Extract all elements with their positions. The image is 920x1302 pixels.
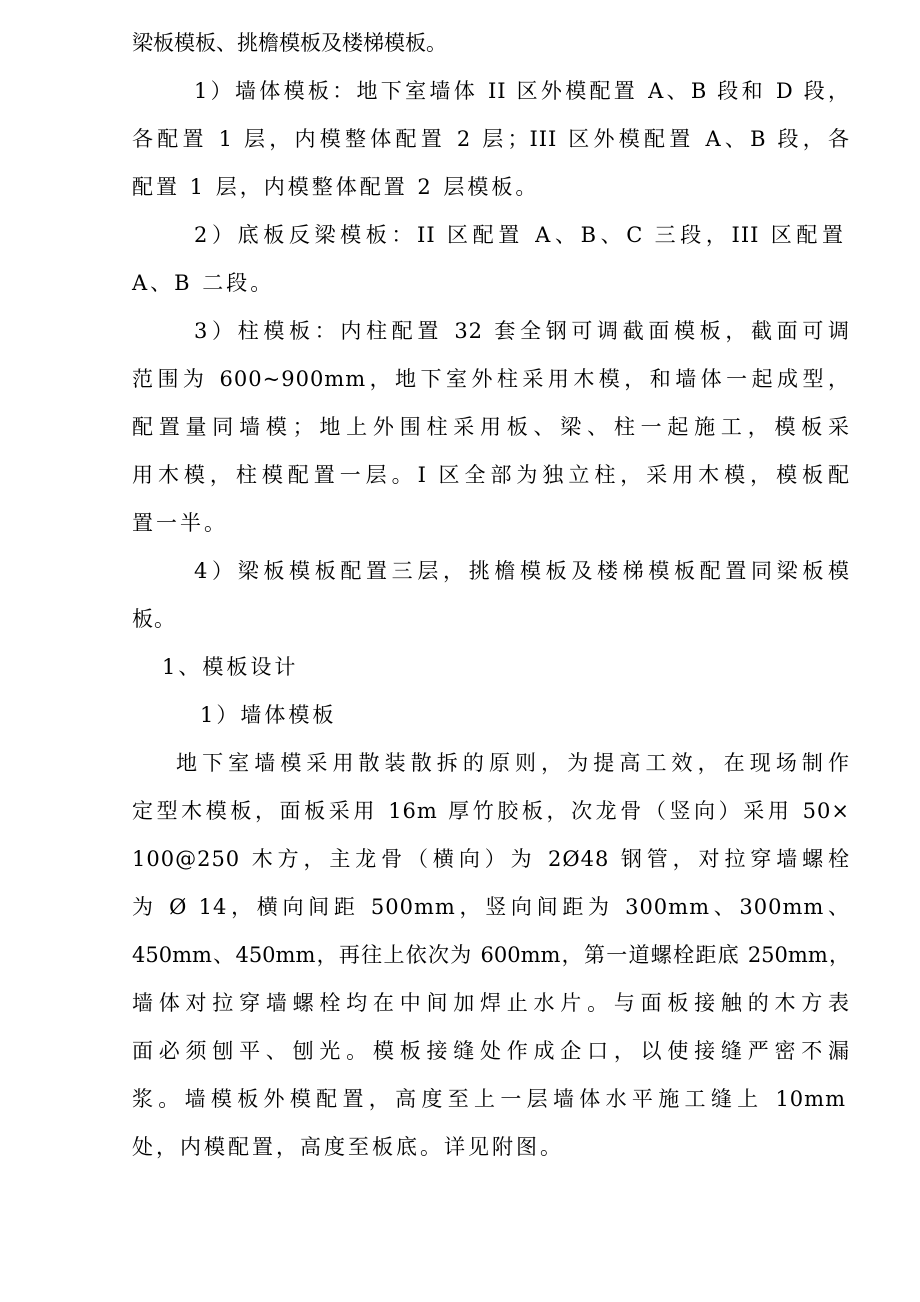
text-line: 450mm、450mm，再往上依次为 600mm，第一道螺栓距底 250mm， — [132, 943, 850, 967]
section-heading: 1、模板设计 — [162, 655, 299, 679]
text-line: 用木模，柱模配置一层。I 区全部为独立柱，采用木模，模板配 — [132, 463, 850, 487]
text-line: 1）墙体模板：地下室墙体 II 区外模配置 A、B 段和 D 段， — [194, 79, 850, 103]
text-line: 墙体对拉穿墙螺栓均在中间加焊止水片。与面板接触的木方表 — [132, 991, 850, 1015]
text-line: 为 Ø 14，横向间距 500mm，竖向间距为 300mm、300mm、 — [132, 895, 850, 919]
text-line: 2）底板反梁模板：II 区配置 A、B、C 三段，III 区配置 — [194, 223, 844, 247]
text-line: 板。 — [132, 607, 176, 631]
subsection-heading: 1）墙体模板 — [200, 703, 337, 727]
text-line: 各配置 1 层，内模整体配置 2 层；III 区外模配置 A、B 段，各 — [132, 127, 850, 151]
text-line: 地下室墙模采用散装散拆的原则，为提高工效，在现场制作 — [176, 751, 850, 775]
text-line: 浆。墙模板外模配置，高度至上一层墙体水平施工缝上 10mm — [132, 1087, 846, 1111]
text-line: 范围为 600~900mm，地下室外柱采用木模，和墙体一起成型， — [132, 367, 850, 391]
text-line: A、B 二段。 — [132, 271, 275, 295]
text-line: 置一半。 — [132, 511, 228, 535]
text-line: 处，内模配置，高度至板底。详见附图。 — [132, 1135, 564, 1159]
text-line: 面必须刨平、刨光。模板接缝处作成企口，以使接缝严密不漏 — [132, 1039, 850, 1063]
text-line: 4）梁板模板配置三层，挑檐模板及楼梯模板配置同梁板模 — [194, 559, 850, 583]
text-line: 梁板模板、挑檐模板及楼梯模板。 — [132, 31, 447, 55]
text-line: 配置量同墙模；地上外围柱采用板、梁、柱一起施工，模板采 — [132, 415, 850, 439]
text-line: 定型木模板，面板采用 16m 厚竹胶板，次龙骨（竖向）采用 50× — [132, 799, 850, 823]
text-line: 100@250 木方，主龙骨（横向）为 2Ø48 钢管，对拉穿墙螺栓 — [132, 847, 850, 871]
text-line: 配置 1 层，内模整体配置 2 层模板。 — [132, 175, 540, 199]
text-line: 3）柱模板：内柱配置 32 套全钢可调截面模板，截面可调 — [194, 319, 850, 343]
